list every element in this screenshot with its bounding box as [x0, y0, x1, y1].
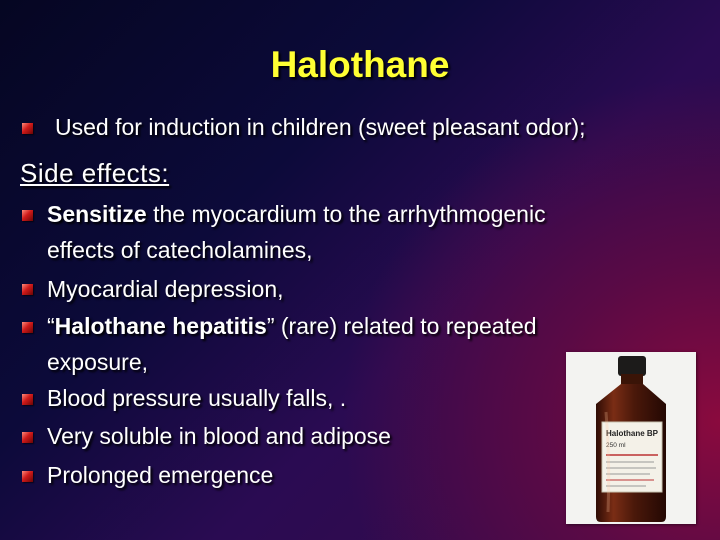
bottle-label-brand: Halothane BP	[606, 429, 659, 438]
list-item: Blood pressure usually falls, .	[47, 385, 347, 411]
bullet-icon	[22, 322, 33, 333]
list-item: Prolonged emergence	[47, 462, 274, 488]
bullet-icon	[22, 394, 33, 405]
item-strong-text: Sensitize	[47, 201, 147, 227]
list-item: Very soluble in blood and adipose	[47, 423, 391, 449]
bullet-icon	[22, 284, 33, 295]
intro-text: Used for induction in children (sweet pleasant odor);	[55, 114, 586, 140]
list-item-continuation: effects of catecholamines,	[47, 237, 313, 263]
list-item: Myocardial depression,	[47, 276, 284, 302]
item-text: ” (rare) related to repeated	[266, 313, 537, 339]
bullet-icon	[22, 210, 33, 221]
halothane-bottle-image	[566, 352, 696, 524]
list-item	[47, 313, 537, 340]
bullet-icon	[22, 471, 33, 482]
item-quote-open: “	[47, 313, 55, 339]
item-strong-text: Halothane hepatitis	[54, 313, 267, 339]
bullet-icon	[22, 432, 33, 443]
side-effects-heading: Side effects:	[20, 158, 170, 188]
bullet-icon	[22, 123, 33, 134]
bottle-label-volume: 250 ml	[606, 442, 626, 449]
slide-title: Halothane	[270, 44, 450, 85]
item-text: the myocardium to the arrhythmogenic	[146, 201, 546, 227]
list-item	[47, 201, 546, 228]
list-item-continuation: exposure,	[47, 349, 149, 375]
bottle-icon	[566, 352, 696, 524]
